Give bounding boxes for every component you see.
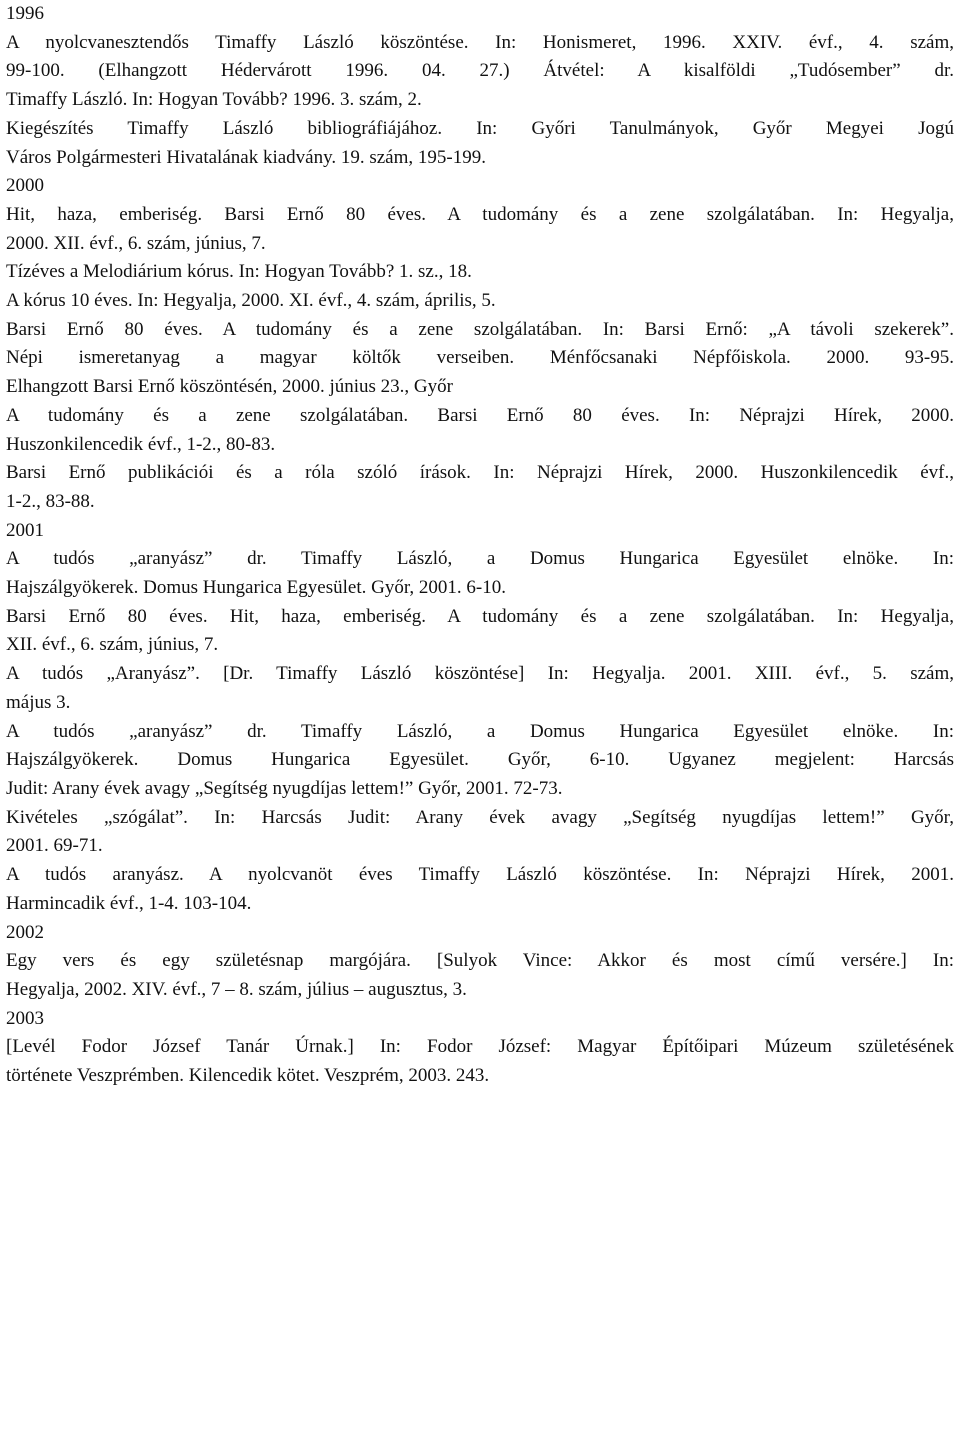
entry-line: Elhangzott Barsi Ernő köszöntésén, 2000. június 23., Győr <box>6 376 453 398</box>
entry-line: Kivételes „szógálat”. In: Harcsás Judit: Arany évek avagy „Segítség nyugdíjas lettem!” Győr, <box>6 806 954 828</box>
entry-line: története Veszprémben. Kilencedik kötet. Veszprém, 2003. 243. <box>6 1065 490 1087</box>
year-heading <box>6 172 954 201</box>
bibliography-entry <box>6 402 954 459</box>
entry-line: 1-2., 83-88. <box>6 490 95 512</box>
entry-line: A tudós „Aranyász”. [Dr. Timaffy László köszöntése] In: Hegyalja. 2001. XIII. évf., 5. szám, <box>6 663 954 685</box>
entry-line: Timaffy László. In: Hogyan Tovább? 1996. 3. szám, 2. <box>6 89 422 111</box>
entry-line: 1996 <box>6 3 44 24</box>
year-heading <box>6 0 954 29</box>
entry-line: 99-100. (Elhangzott Hédervárott 1996. 04. 27.) Átvétel: A kisalföldi „Tudósember” dr. <box>6 60 954 82</box>
bibliography-entry <box>6 804 954 861</box>
entry-line: A nyolcvanesztendős Timaffy László köszöntése. In: Honismeret, 1996. XXIV. évf., 4. szám, <box>6 31 954 53</box>
entry-line: Hit, haza, emberiség. Barsi Ernő 80 éves. A tudomány és a zene szolgálatában. In: Hegyalja, <box>6 203 954 225</box>
entry-line: A tudós „aranyász” dr. Timaffy László, a Domus Hungarica Egyesület elnöke. In: <box>6 548 954 570</box>
bibliography-entry <box>6 603 954 660</box>
entry-line: Egy vers és egy születésnap margójára. [Sulyok Vince: Akkor és most című versére.] In: <box>6 950 954 972</box>
bibliography-entry <box>6 861 954 918</box>
bibliography-entry <box>6 316 954 402</box>
entry-line: Város Polgármesteri Hivatalának kiadvány. 19. szám, 195-199. <box>6 146 486 168</box>
year-heading <box>6 517 954 546</box>
entry-line: Harmincadik évf., 1-4. 103-104. <box>6 892 252 914</box>
entry-line: Hajszálgyökerek. Domus Hungarica Egyesület. Győr, 6-10. Ugyanez megjelent: Harcsás <box>6 749 954 771</box>
entry-line: [Levél Fodor József Tanár Úrnak.] In: Fodor József: Magyar Építőipari Múzeum születésének <box>6 1036 954 1058</box>
bibliography-entry <box>6 947 954 1004</box>
entry-line: május 3. <box>6 691 71 713</box>
entry-line: Barsi Ernő 80 éves. A tudomány és a zene szolgálatában. In: Barsi Ernő: „A távoli szekerek”. <box>6 318 954 340</box>
entry-line: Hajszálgyökerek. Domus Hungarica Egyesület. Győr, 2001. 6-10. <box>6 577 506 599</box>
entry-line: Tízéves a Melodiárium kórus. In: Hogyan Tovább? 1. sz., 18. <box>6 261 472 283</box>
bibliography-entry <box>6 660 954 717</box>
entry-line: Barsi Ernő 80 éves. Hit, haza, emberiség. A tudomány és a zene szolgálatában. In: Hegyalja, <box>6 605 954 627</box>
bibliography-entry <box>6 718 954 804</box>
bibliography-entry <box>6 287 954 316</box>
entry-line: 2001 <box>6 519 44 541</box>
entry-line: 2000. XII. évf., 6. szám, június, 7. <box>6 232 266 254</box>
bibliography-entry <box>6 29 954 115</box>
bibliography-entry <box>6 201 954 258</box>
entry-line: Népi ismeretanyag a magyar költők verseiben. Ménfőcsanaki Népfőiskola. 2000. 93-95. <box>6 347 954 369</box>
entry-line: Barsi Ernő publikációi és a róla szóló írások. In: Néprajzi Hírek, 2000. Huszonkilencedik évf., <box>6 462 954 484</box>
entry-line: 2000 <box>6 175 44 197</box>
entry-line: A tudós aranyász. A nyolcvanöt éves Timaffy László köszöntése. In: Néprajzi Hírek, 2001. <box>6 864 954 886</box>
bibliography-entry <box>6 115 954 172</box>
bibliography-entry <box>6 1033 954 1090</box>
entry-line: Hegyalja, 2002. XIV. évf., 7 – 8. szám, július – augusztus, 3. <box>6 978 467 1000</box>
entry-line: 2003 <box>6 1007 44 1029</box>
entry-line: 2002 <box>6 921 44 943</box>
entry-line: XII. évf., 6. szám, június, 7. <box>6 634 219 656</box>
bibliography-document <box>6 0 954 1091</box>
entry-line: Huszonkilencedik évf., 1-2., 80-83. <box>6 433 276 455</box>
year-heading <box>6 1005 954 1034</box>
year-heading <box>6 919 954 948</box>
entry-line: Judit: Arany évek avagy „Segítség nyugdíjas lettem!” Győr, 2001. 72-73. <box>6 777 563 799</box>
entry-line: 2001. 69-71. <box>6 835 103 857</box>
bibliography-entry <box>6 258 954 287</box>
bibliography-entry <box>6 459 954 516</box>
entry-line: Kiegészítés Timaffy László bibliográfiájához. In: Győri Tanulmányok, Győr Megyei Jogú <box>6 117 954 139</box>
bibliography-entry <box>6 545 954 602</box>
entry-line: A tudós „aranyász” dr. Timaffy László, a Domus Hungarica Egyesület elnöke. In: <box>6 720 954 742</box>
entry-line: A tudomány és a zene szolgálatában. Barsi Ernő 80 éves. In: Néprajzi Hírek, 2000. <box>6 404 954 426</box>
entry-line: A kórus 10 éves. In: Hegyalja, 2000. XI. évf., 4. szám, április, 5. <box>6 290 496 312</box>
